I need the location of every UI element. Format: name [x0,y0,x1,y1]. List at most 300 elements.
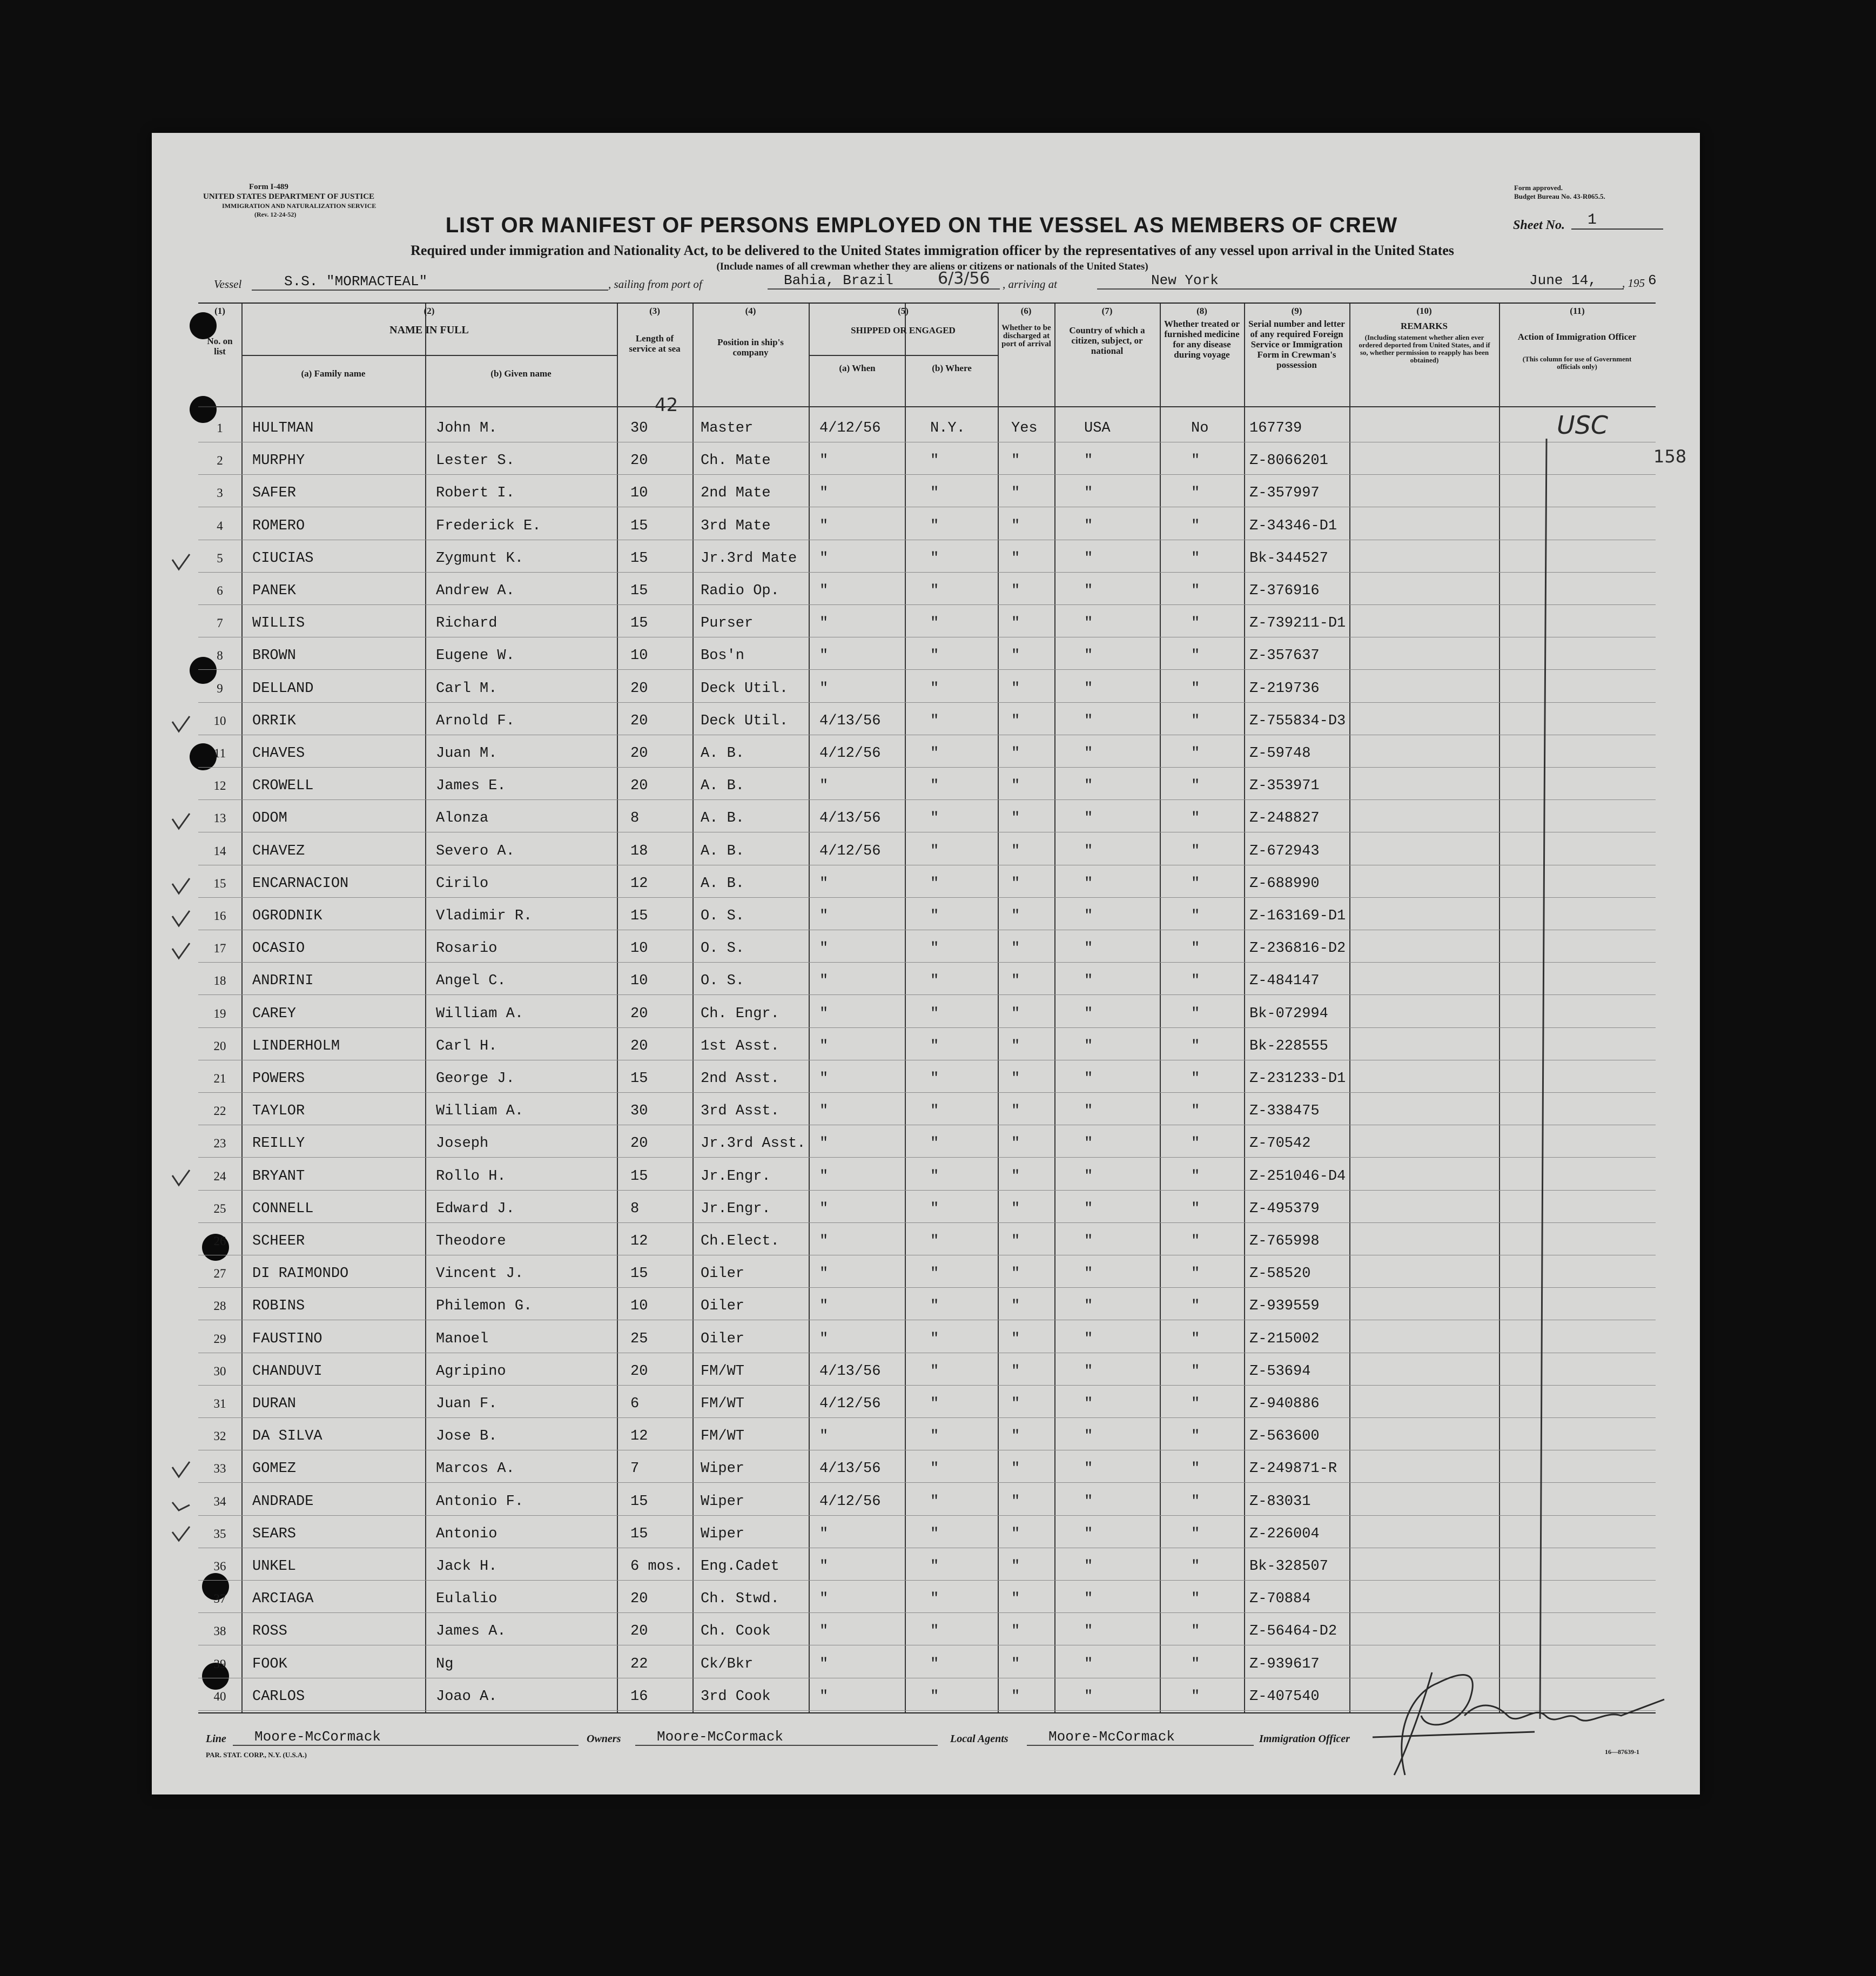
citizenship: " [1084,615,1093,632]
service-length: 15 [630,550,648,567]
serial-number: 167739 [1249,420,1302,436]
family-name: REILLY [252,1135,305,1152]
citizenship: " [1084,485,1093,502]
service-length: 15 [630,908,648,924]
shipped-when: " [819,1558,829,1575]
treated-flag: " [1191,1103,1200,1120]
ship-position: Deck Util. [701,680,789,697]
service-length: 18 [630,843,648,859]
shipped-when: 4/13/56 [819,810,881,827]
discharged-flag: " [1011,1330,1020,1347]
col7-number: (7) [1101,306,1113,316]
discharged-flag: " [1011,517,1020,534]
header-subrule-names [241,355,617,356]
citizenship: " [1084,908,1093,924]
shipped-where: " [930,583,939,599]
shipped-where: " [930,1266,939,1282]
discharged-flag: " [1011,1461,1020,1477]
citizenship: " [1084,648,1093,664]
treated-flag: " [1191,875,1200,892]
discharged-flag: " [1011,1428,1020,1445]
given-name: Robert I. [436,485,515,502]
discharged-flag: " [1011,1623,1020,1640]
ship-position: Jr.3rd Mate [701,550,797,567]
shipped-when: " [819,615,829,632]
discharged-flag: " [1011,908,1020,924]
citizenship: " [1084,1200,1093,1217]
col1-header: No. on list [207,336,233,357]
serial-number: Z-56464-D2 [1249,1623,1337,1640]
family-name: CHANDUVI [252,1363,322,1380]
row-number: 6 [217,584,223,597]
shipped-where: " [930,1071,939,1087]
given-name: Cirilo [436,875,489,892]
owners-label: Owners [587,1733,621,1745]
table-row [198,507,1656,540]
service-length: 15 [630,517,648,534]
form-revision: (Rev. 12-24-52) [254,211,297,218]
service-length: 10 [630,1298,648,1315]
treated-flag: No [1191,420,1209,436]
serial-number: Z-407540 [1249,1688,1320,1705]
citizenship: " [1084,1688,1093,1705]
serial-number: Z-58520 [1249,1266,1311,1282]
table-row [198,1222,1656,1255]
margin-check-marks [168,133,200,1753]
family-name: CHAVEZ [252,843,305,859]
row-number: 19 [213,1006,226,1020]
discharged-flag: " [1011,1103,1020,1120]
serial-number: Z-484147 [1249,973,1320,990]
family-name: FAUSTINO [252,1330,322,1347]
serial-number: Z-226004 [1249,1525,1320,1542]
serial-number: Z-940886 [1249,1396,1320,1412]
serial-number: Z-231233-D1 [1249,1071,1346,1087]
discharged-flag: " [1011,1266,1020,1282]
discharged-flag: " [1011,778,1020,795]
service-length: 6 [630,1396,640,1412]
family-name: CONNELL [252,1200,314,1217]
approval-line-1: Form approved. [1514,184,1563,192]
table-row [198,1483,1656,1516]
row-number: 18 [213,974,226,988]
service-length: 6 mos. [630,1558,683,1575]
serial-number: Bk-228555 [1249,1038,1328,1054]
col9-number: (9) [1291,306,1302,316]
family-name: POWERS [252,1071,305,1087]
ship-position: 3rd Asst. [701,1103,779,1120]
family-name: SCHEER [252,1233,305,1249]
ship-position: FM/WT [701,1396,745,1412]
shipped-when: " [819,1591,829,1608]
treated-flag: " [1191,1298,1200,1315]
page-title: LIST OR MANIFEST OF PERSONS EMPLOYED ON THE VESSEL AS MEMBERS OF CREW [445,213,1398,237]
serial-number: Z-495379 [1249,1200,1320,1217]
ship-position: FM/WT [701,1428,745,1445]
family-name: DA SILVA [252,1428,322,1445]
shipped-where: " [930,1396,939,1412]
given-name: Theodore [436,1233,506,1249]
given-name: Jose B. [436,1428,497,1445]
print-code: 16—87639-1 [1605,1748,1639,1756]
shipped-when: " [819,1623,829,1640]
discharged-flag: " [1011,810,1020,827]
shipped-where: " [930,1363,939,1380]
citizenship: " [1084,1428,1093,1445]
citizenship: " [1084,453,1093,469]
citizenship: " [1084,1656,1093,1672]
row-number: 8 [217,649,223,663]
treated-flag: " [1191,1233,1200,1249]
table-row [198,1450,1656,1483]
treated-flag: " [1191,648,1200,664]
family-name: ODOM [252,810,287,827]
shipped-when: " [819,1656,829,1672]
discharged-flag: " [1011,583,1020,599]
form-number: Form I-489 [249,183,288,191]
shipped-when: " [819,485,829,502]
ship-position: O. S. [701,908,745,924]
row-number: 37 [213,1592,226,1606]
discharged-flag: " [1011,1071,1020,1087]
treated-flag: " [1191,517,1200,534]
shipped-when: " [819,1688,829,1705]
service-length: 16 [630,1688,648,1705]
col4-header: Position in ship's company [717,337,784,358]
sheet-number: 1 [1571,212,1663,230]
family-name: BRYANT [252,1168,305,1185]
serial-number: Bk-328507 [1249,1558,1328,1575]
service-length: 10 [630,648,648,664]
col11-subheader: (This column for use of Government officials only) [1522,355,1632,371]
shipped-when: " [819,1071,829,1087]
col3-number: (3) [649,306,660,316]
shipped-where: " [930,1623,939,1640]
col6-header: Whether to be discharged at port of arrival [1001,324,1051,348]
table-row [198,1255,1656,1288]
serial-number: Z-688990 [1249,875,1320,892]
table-row [198,832,1656,865]
treated-flag: " [1191,1623,1200,1640]
row-number: 32 [213,1429,226,1443]
table-row [198,1612,1656,1645]
shipped-when: 4/12/56 [819,745,881,762]
discharged-flag: " [1011,1396,1020,1412]
table-row [198,1385,1656,1418]
table-row [198,1092,1656,1125]
given-name: Edward J. [436,1200,515,1217]
treated-flag: " [1191,1200,1200,1217]
treated-flag: " [1191,1363,1200,1380]
ship-position: Bos'n [701,648,745,664]
ship-position: 2nd Mate [701,485,771,502]
treated-flag: " [1191,940,1200,957]
given-name: Carl M. [436,680,497,697]
given-name: Juan F. [436,1396,497,1412]
shipped-when: 4/12/56 [819,1396,881,1412]
treated-flag: " [1191,1428,1200,1445]
shipped-where: " [930,1233,939,1249]
ship-position: Ck/Bkr [701,1656,754,1672]
treated-flag: " [1191,1330,1200,1347]
given-name: Andrew A. [436,583,515,599]
ship-position: A. B. [701,843,745,859]
treated-flag: " [1191,1038,1200,1054]
shipped-where: " [930,973,939,990]
col3-header: Length of service at sea [629,333,681,354]
row-number: 27 [213,1267,226,1281]
given-name: John M. [436,420,497,436]
row-number: 10 [213,714,226,728]
row-number: 13 [213,811,226,825]
family-name: WILLIS [252,615,305,632]
shipped-where: " [930,517,939,534]
col11-number: (11) [1570,306,1585,316]
table-row [198,1287,1656,1320]
citizenship: " [1084,875,1093,892]
shipped-where: " [930,1103,939,1120]
ship-position: O. S. [701,973,745,990]
discharged-flag: " [1011,485,1020,502]
given-name: George J. [436,1071,515,1087]
shipped-where: " [930,485,939,502]
family-name: ANDRINI [252,973,314,990]
header-bottom-rule [198,406,1656,407]
row-number: 3 [217,486,223,500]
treated-flag: " [1191,713,1200,729]
table-row [198,767,1656,800]
citizenship: " [1084,1168,1093,1185]
treated-flag: " [1191,843,1200,859]
row-number: 4 [217,519,223,533]
row-number: 21 [213,1072,226,1085]
citizenship: " [1084,1363,1093,1380]
family-name: DURAN [252,1396,297,1412]
citizenship: " [1084,517,1093,534]
serial-number: Z-939617 [1249,1656,1320,1672]
shipped-when: " [819,875,829,892]
row-number: 5 [217,551,223,565]
family-name: HULTMAN [252,420,314,436]
serial-number: Z-215002 [1249,1330,1320,1347]
given-name: William A. [436,1005,524,1022]
shipped-where: " [930,1168,939,1185]
shipped-when: " [819,1005,829,1022]
shipped-where: " [930,1005,939,1022]
treated-flag: " [1191,680,1200,697]
ship-position: A. B. [701,810,745,827]
length-correction: 42 [655,394,678,416]
col5-number: (5) [898,306,909,316]
arriving-label: , arriving at [1003,278,1057,291]
ship-position: O. S. [701,940,745,957]
row-number: 22 [213,1104,226,1118]
family-name: ORRIK [252,713,297,729]
serial-number: Z-219736 [1249,680,1320,697]
row-number: 15 [213,876,226,890]
given-name: William A. [436,1103,524,1120]
form-instruction: (Include names of all crewman whether they are aliens or citizens or nationals of the United States) [716,261,1148,272]
ship-position: Eng.Cadet [701,1558,779,1575]
table-row [198,1190,1656,1223]
service-length: 15 [630,1493,648,1510]
table-row [198,930,1656,963]
table-row [198,637,1656,670]
col8-number: (8) [1196,306,1207,316]
table-row [198,735,1656,768]
service-length: 10 [630,973,648,990]
citizenship: " [1084,940,1093,957]
col9-header: Serial number and letter of any required Foreign Service or Immigration Form in Crewman's possession [1248,319,1345,370]
given-name: Vladimir R. [436,908,533,924]
serial-number: Z-765998 [1249,1233,1320,1249]
arriving-port: New York [1097,272,1540,290]
shipped-when: " [819,1330,829,1347]
citizenship: " [1084,680,1093,697]
shipped-where: " [930,843,939,859]
shipped-where: " [930,1656,939,1672]
ship-position: Deck Util. [701,713,789,729]
discharged-flag: " [1011,615,1020,632]
citizenship: " [1084,1396,1093,1412]
service-length: 22 [630,1656,648,1672]
shipped-when: " [819,1168,829,1185]
citizenship: " [1084,1558,1093,1575]
row-number: 26 [213,1234,226,1248]
given-name: Manoel [436,1330,489,1347]
serial-number: Z-338475 [1249,1103,1320,1120]
treated-flag: " [1191,1135,1200,1152]
citizenship: " [1084,1103,1093,1120]
serial-number: Z-8066201 [1249,453,1328,469]
family-name: PANEK [252,583,297,599]
col1-number: (1) [214,306,225,316]
row-number: 38 [213,1624,226,1638]
shipped-where: " [930,1330,939,1347]
shipped-where: " [930,1200,939,1217]
treated-flag: " [1191,550,1200,567]
citizenship: " [1084,1591,1093,1608]
treated-flag: " [1191,1396,1200,1412]
row-number: 30 [213,1364,226,1378]
family-name: LINDERHOLM [252,1038,340,1054]
citizenship: " [1084,550,1093,567]
given-name: Alonza [436,810,489,827]
table-row [198,1417,1656,1450]
family-name: GOMEZ [252,1461,297,1477]
col6-number: (6) [1020,306,1032,316]
family-name: OGRODNIK [252,908,322,924]
row-number: 11 [213,747,226,760]
ship-position: Master [701,420,754,436]
family-name: CIUCIAS [252,550,314,567]
service-length: 10 [630,485,648,502]
table-row [198,474,1656,507]
discharged-flag: " [1011,1591,1020,1608]
ship-position: Jr.3rd Asst. [701,1135,806,1152]
shipped-where: " [930,1591,939,1608]
table-row [198,702,1656,735]
treated-flag: " [1191,1071,1200,1087]
shipped-where: " [930,810,939,827]
ship-position: Wiper [701,1493,745,1510]
shipped-where: " [930,940,939,957]
ship-position: Ch. Stwd. [701,1591,779,1608]
citizenship: " [1084,1493,1093,1510]
col7-header: Country of which a citizen, subject, or national [1069,325,1145,356]
col10-subheader: (Including statement whether alien ever ordered deported from United States, and if so, whether permission to reapply has been obtained) [1359,333,1490,364]
citizenship: " [1084,713,1093,729]
shipped-where: " [930,778,939,795]
owners-value: Moore-McCormack [635,1729,938,1746]
ship-position: Ch. Engr. [701,1005,779,1022]
citizenship: " [1084,1071,1093,1087]
ship-position: Ch.Elect. [701,1233,779,1249]
family-name: OCASIO [252,940,305,957]
discharged-flag: " [1011,1005,1020,1022]
discharged-flag: " [1011,843,1020,859]
table-row [198,572,1656,605]
service-length: 15 [630,615,648,632]
discharged-flag: " [1011,1200,1020,1217]
ship-position: Oiler [701,1298,745,1315]
service-length: 12 [630,1233,648,1249]
shipped-where: N.Y. [930,420,965,436]
table-row [198,897,1656,930]
discharged-flag: " [1011,1688,1020,1705]
shipped-when: " [819,517,829,534]
serial-number: Z-739211-D1 [1249,615,1346,632]
treated-flag: " [1191,615,1200,632]
ship-position: Jr.Engr. [701,1168,771,1185]
year-digit: 6 [1648,272,1657,288]
table-row [198,865,1656,898]
given-name: Vincent J. [436,1266,524,1282]
given-name: Agripino [436,1363,506,1380]
table-row [198,409,1656,442]
treated-flag: " [1191,810,1200,827]
family-name: CROWELL [252,778,314,795]
shipped-when: " [819,973,829,990]
ship-position: Oiler [701,1330,745,1347]
family-name: DELLAND [252,680,314,697]
col10-number: (10) [1416,306,1432,316]
shipped-when: " [819,1525,829,1542]
margin-number: 158 [1653,446,1687,467]
treated-flag: " [1191,1688,1200,1705]
family-name: CAREY [252,1005,297,1022]
ship-position: FM/WT [701,1363,745,1380]
given-name: Eulalio [436,1591,497,1608]
discharged-flag: " [1011,1525,1020,1542]
family-name: ROMERO [252,517,305,534]
row-number: 31 [213,1397,226,1410]
serial-number: Z-939559 [1249,1298,1320,1315]
given-name: Angel C. [436,973,506,990]
service-length: 10 [630,940,648,957]
serial-number: Z-353971 [1249,778,1320,795]
treated-flag: " [1191,1168,1200,1185]
table-row [198,1060,1656,1093]
citizenship: " [1084,778,1093,795]
shipped-where: " [930,1428,939,1445]
col2a-header: (a) Family name [301,368,366,379]
discharged-flag: Yes [1011,420,1038,436]
shipped-when: " [819,1266,829,1282]
shipped-where: " [930,1298,939,1315]
discharged-flag: " [1011,550,1020,567]
service-length: 20 [630,1591,648,1608]
